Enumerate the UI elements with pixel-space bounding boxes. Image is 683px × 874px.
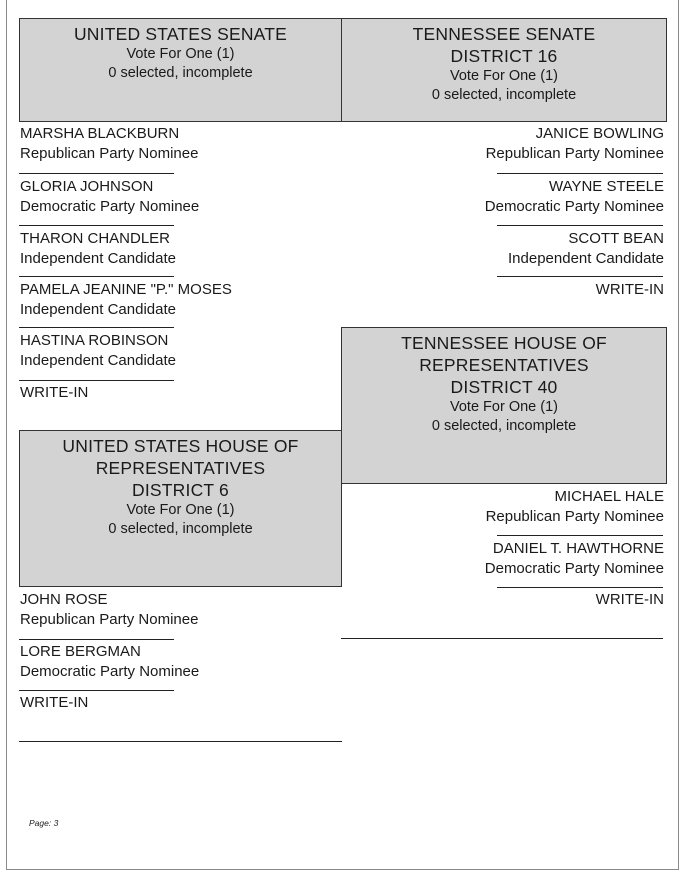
candidate-option[interactable] (20, 177, 199, 217)
contest-title: TENNESSEE HOUSE OF (401, 333, 607, 353)
candidate-party: Democratic Party Nominee (484, 198, 664, 215)
candidate-name: LORE BERGMAN (20, 643, 141, 660)
candidate-name: PAMELA JEANINE "P." MOSES (20, 281, 232, 298)
selection-status: 0 selected, incomplete (108, 65, 253, 81)
divider (19, 327, 174, 328)
candidate-option[interactable] (508, 229, 664, 269)
vote-for-label: Vote For One (1) (450, 399, 558, 415)
contest-title: UNITED STATES SENATE (73, 24, 288, 44)
candidate-name: WAYNE STEELE (548, 178, 664, 195)
selection-status: 0 selected, incomplete (431, 418, 577, 434)
vote-for-label: Vote For One (1) (450, 68, 558, 84)
candidate-name: JOHN ROSE (20, 591, 108, 608)
candidate-option[interactable] (20, 331, 176, 371)
write-in-label: WRITE-IN (595, 591, 664, 608)
contest-end-rule (341, 638, 663, 639)
candidate-option[interactable] (20, 590, 198, 630)
candidate-party: Republican Party Nominee (485, 508, 664, 525)
write-in-label: WRITE-IN (20, 694, 89, 711)
candidate-option[interactable] (20, 642, 199, 682)
contest-title: UNITED STATES HOUSE OF (62, 436, 299, 456)
candidate-option[interactable] (485, 177, 664, 217)
candidate-party: Independent Candidate (508, 250, 664, 267)
candidate-option[interactable] (20, 280, 232, 320)
candidate-name: THARON CHANDLER (20, 230, 171, 247)
candidate-name: MICHAEL HALE (554, 488, 664, 505)
candidate-party: Republican Party Nominee (20, 611, 199, 628)
candidate-party: Republican Party Nominee (20, 145, 199, 162)
contest-title: DISTRICT 16 (450, 46, 558, 66)
write-in-label: WRITE-IN (595, 281, 664, 298)
candidate-name: HASTINA ROBINSON (20, 332, 169, 349)
candidate-option[interactable] (20, 124, 198, 164)
contest-title: REPRESENTATIVES (95, 458, 266, 478)
candidate-name: SCOTT BEAN (568, 230, 664, 247)
candidate-party: Democratic Party Nominee (20, 198, 200, 215)
write-in-label: WRITE-IN (20, 384, 89, 401)
selection-status: 0 selected, incomplete (431, 87, 577, 103)
vote-for-label: Vote For One (1) (126, 502, 235, 518)
divider (497, 535, 663, 536)
candidate-name: GLORIA JOHNSON (20, 178, 154, 195)
write-in-option[interactable] (596, 280, 664, 300)
candidate-party: Democratic Party Nominee (20, 663, 200, 680)
divider (497, 225, 663, 226)
candidate-option[interactable] (20, 229, 176, 269)
tn-house-header (341, 327, 667, 484)
divider (19, 690, 174, 691)
candidate-name: JANICE BOWLING (535, 125, 664, 142)
candidate-name: DANIEL T. HAWTHORNE (492, 540, 664, 557)
contest-title: REPRESENTATIVES (419, 355, 589, 375)
divider (19, 380, 174, 381)
divider (19, 639, 174, 640)
write-in-option[interactable] (596, 590, 664, 610)
page-number: Page: 3 (29, 818, 59, 828)
divider (19, 173, 174, 174)
divider (19, 276, 174, 277)
divider (497, 276, 663, 277)
tn-senate-header (341, 18, 667, 122)
candidate-party: Independent Candidate (20, 301, 176, 318)
contest-title: TENNESSEE SENATE (412, 24, 596, 44)
us-senate-header (19, 18, 342, 122)
write-in-option[interactable] (20, 383, 88, 403)
vote-for-label: Vote For One (1) (126, 46, 235, 62)
us-house-header (19, 430, 342, 587)
contest-end-rule (19, 741, 342, 742)
contest-title: DISTRICT 6 (132, 480, 229, 500)
contest-title: DISTRICT 40 (450, 377, 558, 397)
candidate-party: Independent Candidate (20, 250, 176, 267)
divider (19, 225, 174, 226)
divider (497, 587, 663, 588)
write-in-option[interactable] (20, 693, 88, 713)
divider (497, 173, 663, 174)
candidate-option[interactable] (486, 487, 664, 527)
candidate-name: MARSHA BLACKBURN (20, 125, 180, 142)
candidate-party: Independent Candidate (20, 352, 176, 369)
candidate-party: Republican Party Nominee (485, 145, 664, 162)
candidate-party: Democratic Party Nominee (484, 560, 664, 577)
selection-status: 0 selected, incomplete (108, 521, 253, 537)
ballot-page (6, 0, 679, 870)
candidate-option[interactable] (486, 124, 664, 164)
candidate-option[interactable] (485, 539, 664, 579)
